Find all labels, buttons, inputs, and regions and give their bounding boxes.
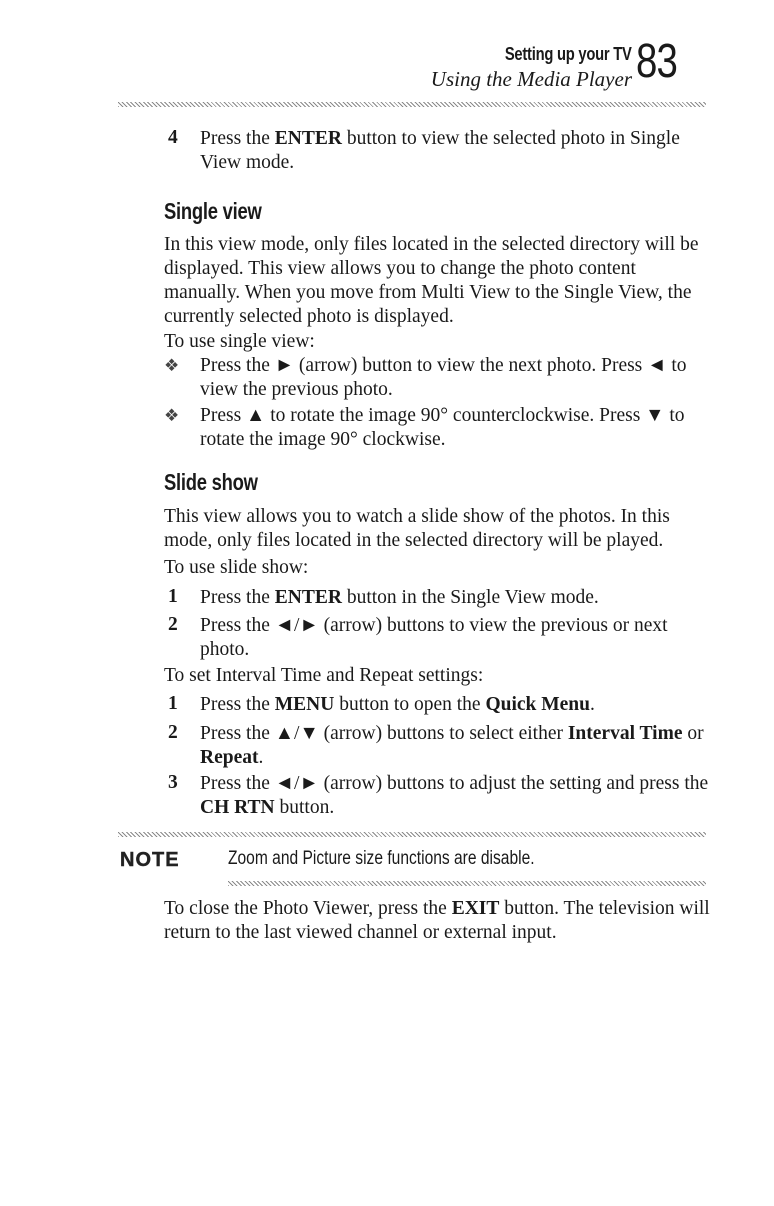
bullet-icon: ❖ bbox=[164, 356, 180, 375]
note-label: NOTE bbox=[120, 849, 180, 871]
step-4-text: Press the ENTER button to view the selected photo in Single View mode. bbox=[200, 128, 680, 173]
page-number: 83 bbox=[636, 35, 678, 88]
note-top-rule bbox=[118, 832, 706, 837]
slide-step-1: Press the ENTER button in the Single View mode. bbox=[200, 587, 599, 608]
step-number: 4 bbox=[168, 127, 178, 148]
single-view-heading: Single view bbox=[164, 198, 262, 224]
header-rule bbox=[118, 102, 706, 107]
interval-intro: To set Interval Time and Repeat settings: bbox=[164, 665, 484, 686]
bullet-icon: ❖ bbox=[164, 406, 180, 425]
slide-show-intro: This view allows you to watch a slide show of the photos. In this mode, only files located in the selected directory will be played. bbox=[164, 506, 670, 551]
note-text: Zoom and Picture size functions are disable. bbox=[228, 848, 535, 869]
step-number: 1 bbox=[168, 693, 178, 714]
slide-step-2: Press the ◄/► (arrow) buttons to view the previous or next photo. bbox=[200, 615, 668, 660]
interval-step-3: Press the ◄/► (arrow) buttons to adjust the setting and press the CH RTN button. bbox=[200, 773, 709, 818]
single-view-intro: In this view mode, only files located in the selected directory will be displayed. This view allows you to change the photo content manually. When you move from Multi View to the Single View, the currently selected photo is displayed. bbox=[164, 234, 699, 327]
interval-step-1: Press the MENU button to open the Quick Menu. bbox=[200, 694, 595, 715]
step-number: 3 bbox=[168, 772, 178, 793]
single-view-bullet: Press ▲ to rotate the image 90° counterclockwise. Press ▼ to rotate the image 90° clockwise. bbox=[200, 405, 685, 450]
slide-show-to-use: To use slide show: bbox=[164, 557, 309, 578]
note-bottom-rule bbox=[228, 881, 706, 886]
single-view-to-use: To use single view: bbox=[164, 331, 315, 352]
section-title: Setting up your TV bbox=[505, 44, 632, 64]
section-subtitle: Using the Media Player bbox=[430, 67, 632, 91]
closing-paragraph: To close the Photo Viewer, press the EXIT button. The television will return to the last viewed channel or external input. bbox=[164, 898, 710, 943]
single-view-bullet: Press the ► (arrow) button to view the next photo. Press ◄ to view the previous photo. bbox=[200, 355, 687, 400]
step-number: 1 bbox=[168, 586, 178, 607]
slide-show-heading: Slide show bbox=[164, 469, 258, 495]
interval-step-2: Press the ▲/▼ (arrow) buttons to select either Interval Time or Repeat. bbox=[200, 723, 704, 768]
step-number: 2 bbox=[168, 614, 178, 635]
step-number: 2 bbox=[168, 722, 178, 743]
